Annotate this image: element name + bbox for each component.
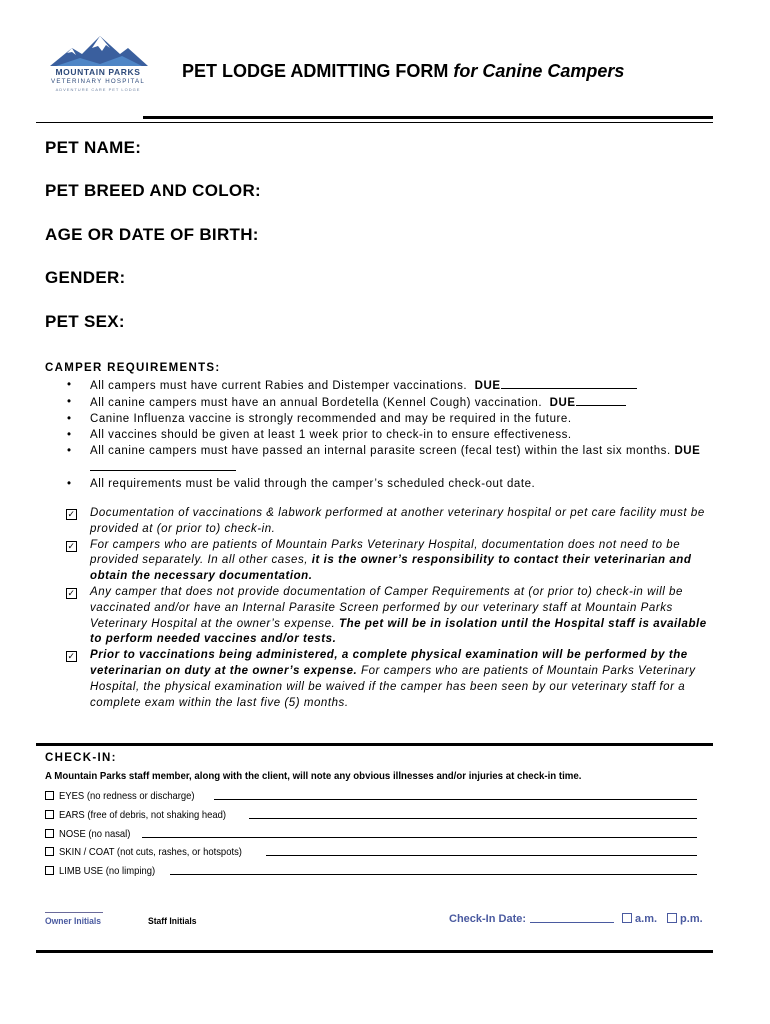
- am-label: a.m.: [635, 913, 658, 925]
- checkin-divider: [36, 743, 713, 746]
- checkin-row-ears[interactable]: [45, 807, 697, 821]
- checkin-row-skin[interactable]: [45, 844, 697, 858]
- checkin-row-limb[interactable]: [45, 863, 697, 877]
- notes-list: [64, 506, 714, 711]
- logo-tagline: ADVENTURE CARE PET LODGE: [55, 87, 141, 92]
- row-label: EYES (no redness or discharge): [59, 790, 195, 802]
- due-label: DUE: [474, 380, 501, 392]
- requirement-text: All requirements must be valid through the camper’s scheduled check-out date.: [90, 478, 536, 490]
- owner-initials-label: Owner Initials: [45, 916, 102, 927]
- am-checkbox[interactable]: [622, 913, 632, 923]
- logo-subtitle: VETERINARY HOSPITAL: [51, 78, 145, 85]
- list-item: [64, 648, 714, 711]
- requirement-text: All vaccines should be given at least 1 week prior to check-in to ensure effectiveness.: [90, 429, 572, 441]
- requirement-text: All campers must have current Rabies and Distemper vaccinations.: [90, 380, 468, 392]
- note-text: For campers who are patients of Mountain Parks Veterinary Hospital, documentation does not need to be provided separately. In all other cases,: [90, 538, 681, 567]
- header-divider-thin: [36, 122, 713, 123]
- note-emphasis: it is the owner’s responsibility to contact their veterinarian and obtain the necessary documentation.: [90, 554, 692, 583]
- checkin-date-line[interactable]: [530, 922, 614, 923]
- notes-line[interactable]: [142, 837, 697, 838]
- checkin-date: [449, 913, 703, 925]
- list-item: [64, 585, 714, 648]
- checkbox[interactable]: [45, 810, 54, 819]
- pet-breed-label: PET BREED AND COLOR:: [45, 181, 261, 200]
- requirement-text: All canine campers must have an annual Bordetella (Kennel Cough) vaccination.: [90, 397, 543, 409]
- list-item: [64, 411, 714, 427]
- due-date-line[interactable]: [501, 377, 637, 389]
- pm-label: p.m.: [680, 913, 703, 925]
- form-title-italic: for Canine Campers: [453, 61, 625, 81]
- pm-checkbox[interactable]: [667, 913, 677, 923]
- checkbox[interactable]: [45, 847, 54, 856]
- logo-name: MOUNTAIN PARKS: [55, 67, 141, 77]
- form-title-main: PET LODGE ADMITTING FORM: [182, 61, 454, 81]
- pet-name-label: PET NAME:: [45, 138, 142, 157]
- checkbox-icon: ✓: [67, 509, 76, 519]
- due-date-line[interactable]: [90, 459, 236, 471]
- list-item: [64, 394, 714, 411]
- checkbox[interactable]: [45, 791, 54, 800]
- list-item: [64, 506, 714, 538]
- checkbox[interactable]: [45, 866, 54, 875]
- checkin-heading: CHECK-IN:: [45, 752, 117, 764]
- notes-line[interactable]: [170, 874, 697, 875]
- checkbox-icon: ✓: [67, 587, 76, 598]
- row-label: EARS (free of debris, not shaking head): [59, 809, 227, 821]
- requirements-list: [64, 377, 714, 492]
- staff-initials-label: Staff Initials: [148, 916, 197, 927]
- row-label: LIMB USE (no limping): [59, 865, 156, 877]
- due-label: DUE: [549, 397, 576, 409]
- note-emphasis: Prior to vaccinations being administered, a complete physical examination will be performed by the veterinarian on duty at the owner’s expense.: [90, 649, 688, 677]
- list-item: [64, 377, 714, 394]
- due-label: DUE: [674, 445, 701, 457]
- notes-line[interactable]: [249, 818, 697, 819]
- list-item: [64, 538, 714, 585]
- header-divider: [143, 116, 713, 119]
- list-item: [64, 476, 714, 492]
- requirement-text: Canine Influenza vaccine is strongly recommended and may be required in the future.: [90, 413, 572, 425]
- checkbox-icon: ✓: [67, 651, 76, 662]
- checkin-row-nose[interactable]: [45, 826, 697, 840]
- checkin-date-label: Check-In Date:: [449, 913, 527, 925]
- footer-divider: [36, 950, 713, 953]
- due-date-line[interactable]: [576, 394, 626, 406]
- note-emphasis: The pet will be in isolation until the Hospital staff is available to perform needed vaccines and/or tests.: [90, 617, 707, 646]
- requirement-text: All canine campers must have passed an internal parasite screen (fecal test) within the last six months.: [90, 445, 671, 457]
- notes-line[interactable]: [266, 855, 697, 856]
- mountain-logo-icon: [36, 34, 160, 68]
- pet-age-label: AGE OR DATE OF BIRTH:: [45, 225, 259, 244]
- list-item: [64, 443, 714, 476]
- notes-line[interactable]: [214, 799, 697, 800]
- note-text: Any camper that does not provide documentation of Camper Requirements at (or prior to) check-in will be vaccinated and/or have an Internal Parasite Screen performed by our veterinary staff at Mountain Parks Veterinary Hospital at the owner’s expense.: [90, 585, 683, 630]
- pet-sex-label: PET SEX:: [45, 312, 125, 331]
- hospital-logo: [36, 34, 160, 100]
- checkin-row-eyes[interactable]: [45, 788, 697, 802]
- checkbox-icon: ✓: [67, 540, 76, 551]
- checkbox[interactable]: [45, 829, 54, 838]
- note-text: Documentation of vaccinations & labwork performed at another veterinary hospital or pet care facility must be provided at (or prior to) check-in.: [90, 507, 705, 535]
- list-item: [64, 427, 714, 443]
- checkin-intro: A Mountain Parks staff member, along with the client, will note any obvious illnesses and/or injuries at check-in time.: [45, 770, 582, 782]
- note-text: For campers who are patients of Mountain Parks Veterinary Hospital, the physical examination will be waived if the camper has been seen by our veterinary staff for a complete exam within the last five (5) months.: [90, 664, 696, 709]
- camper-requirements-heading: CAMPER REQUIREMENTS:: [45, 362, 221, 374]
- row-label: NOSE (no nasal): [59, 828, 131, 840]
- row-label: SKIN / COAT (not cuts, rashes, or hotspots): [59, 846, 242, 858]
- owner-initials-line[interactable]: [45, 912, 103, 913]
- pet-gender-label: GENDER:: [45, 268, 126, 287]
- form-title: [182, 61, 624, 82]
